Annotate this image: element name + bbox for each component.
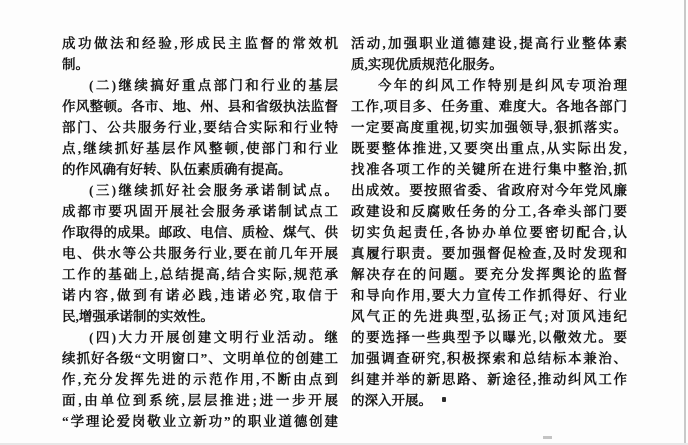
text-line: (二)继续搞好重点部门和行业的基层 [89, 78, 338, 93]
text-line: 点,继续抓好基层作风整顿,使部门和行业 [62, 141, 338, 156]
text-line: 出成效。要按照省委、省政府对今年党风廉 [351, 183, 627, 198]
text-line: 真履行职责。要加强督促检查,及时发现和 [351, 246, 627, 261]
text-line: “学理论爱岗敬业立新功”的职业道德创建 [62, 414, 338, 429]
text-column-right [351, 33, 627, 411]
text-line: 政建设和反腐败任务的分工,各牵头部门要 [351, 204, 627, 219]
text-line: 活动,加强职业道德建设,提高行业整体素 [351, 36, 627, 51]
scan-page-edge-right [684, 0, 686, 445]
text-line: 加强调查研究,积极探索和总结标本兼治、 [351, 351, 627, 366]
text-column-left [62, 33, 338, 432]
text-line: (四)大力开展创建文明行业活动。继 [89, 330, 338, 345]
text-line: 作,充分发挥先进的示范作用,不断由点到 [62, 372, 338, 387]
text-line: 面,由单位到系统,层层推进;进一步开展 [62, 393, 338, 408]
text-line: 纠建并举的新思路、新途径,推动纠风工作 [351, 372, 627, 387]
text-line: 成功做法和经验,形成民主监督的常效机 [62, 36, 338, 51]
text-line: 成都市要巩固开展社会服务承诺制试点工 [62, 204, 338, 219]
text-line: 作风整顿。各市、地、州、县和省级执法监督 [62, 99, 338, 114]
text-line: 一定要高度重视,切实加强领导,狠抓落实。 [351, 120, 627, 135]
text-line: 民,增强承诺制的实效性。 [62, 309, 214, 324]
text-line: 切实负起责任,各协办单位要密切配合,认 [351, 225, 627, 240]
text-line: 诺内容,做到有诺必践,违诺必究,取信于 [62, 288, 338, 303]
ink-speck-artifact [442, 397, 446, 402]
text-line: 风气正的先进典型,弘扬正气;对顶风违纪 [351, 309, 627, 324]
text-line: 解决存在的问题。要充分发挥舆论的监督 [351, 267, 627, 282]
text-line: 的深入开展。 [351, 393, 432, 408]
text-line: 今年的纠风工作特别是纠风专项治理 [378, 78, 627, 93]
text-line: 和导向作用,要大力宣传工作抓得好、行业 [351, 288, 627, 303]
text-line: 制。 [62, 57, 89, 72]
text-line: (三)继续抓好社会服务承诺制试点。 [89, 183, 338, 198]
text-line: 既要整体推进,又要突出重点,从实际出发, [351, 141, 627, 156]
text-line: 的作风确有好转、队伍素质确有提高。 [62, 162, 292, 177]
text-line: 找准各项工作的关键所在进行集中整治,抓 [351, 162, 627, 177]
text-line: 电、供水等公共服务行业,要在前几年开展 [62, 246, 338, 261]
text-line: 工作,项目多、任务重、难度大。各地各部门 [351, 99, 627, 114]
scan-smudge-artifact [543, 436, 552, 439]
text-line: 续抓好各级“文明窗口”、文明单位的创建工 [62, 351, 338, 366]
text-line: 质,实现优质规范化服务。 [351, 57, 503, 72]
text-line: 部门、公共服务行业,要结合实际和行业特 [62, 120, 338, 135]
text-line: 的要选择一些典型予以曝光,以儆效尤。要 [351, 330, 627, 345]
text-line: 工作的基础上,总结提高,结合实际,规范承 [62, 267, 338, 282]
text-line: 作取得的成果。邮政、电信、质检、煤气、供 [62, 225, 338, 240]
